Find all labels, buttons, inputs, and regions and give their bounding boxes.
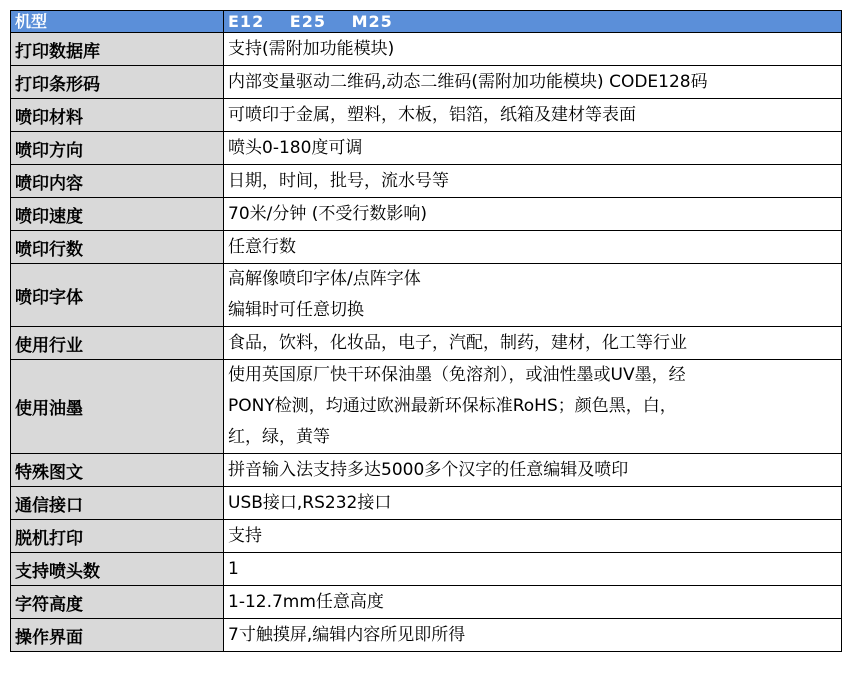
spec-value-line: 1 [228,558,239,579]
table-row [11,487,842,520]
table-row [11,231,842,264]
spec-label: 打印数据库 [11,33,224,66]
spec-value [224,66,842,99]
model-name: M25 [351,11,393,31]
spec-label: 字符高度 [11,586,224,619]
spec-value-line: 1-12.7mm任意高度 [228,591,384,612]
table-row [11,553,842,586]
table-row [11,198,842,231]
table-row [11,264,842,327]
spec-value-line: 任意行数 [228,236,296,257]
spec-value [224,264,842,327]
spec-value [224,231,842,264]
table-row [11,33,842,66]
table-row [11,520,842,553]
spec-value-line: USB接口,RS232接口 [228,492,392,513]
spec-value [224,487,842,520]
spec-label: 喷印材料 [11,99,224,132]
spec-value-line: 红，绿，黄等 [228,427,330,447]
table-row [11,586,842,619]
spec-value-line: 日期，时间，批号，流水号等 [228,170,449,191]
spec-value [224,586,842,619]
header-label: 机型 [11,11,224,33]
table-row [11,66,842,99]
spec-value-line: 内部变量驱动二维码,动态二维码(需附加功能模块) CODE128码 [228,71,708,92]
table-row [11,360,842,454]
spec-value-line: 拼音输入法支持多达5000多个汉字的任意编辑及喷印 [228,459,629,480]
model-name: E25 [289,11,326,31]
spec-value [224,454,842,487]
model-name: E12 [228,11,265,31]
table-row [11,619,842,652]
table-header-row [11,11,842,33]
spec-value [224,165,842,198]
table-row [11,165,842,198]
spec-label: 喷印内容 [11,165,224,198]
spec-label: 使用行业 [11,327,224,360]
spec-value [224,33,842,66]
spec-value-line: PONY检测，均通过欧洲最新环保标准RoHS；颜色黑，白， [228,396,677,416]
spec-value-line: 高解像喷印字体/点阵字体 [228,269,421,289]
spec-value-line: 7寸触摸屏,编辑内容所见即所得 [228,624,466,645]
header-models [224,11,842,33]
spec-label: 喷印方向 [11,132,224,165]
table-row [11,132,842,165]
spec-value-line: 70米/分钟 (不受行数影响) [228,203,428,224]
spec-label: 支持喷头数 [11,553,224,586]
spec-value [224,99,842,132]
spec-value-line: 支持 [228,525,262,546]
spec-value [224,553,842,586]
table-row [11,454,842,487]
spec-value [224,132,842,165]
spec-value-line: 支持(需附加功能模块) [228,38,395,59]
spec-value [224,360,842,454]
spec-value-line: 食品，饮料，化妆品，电子，汽配，制药，建材，化工等行业 [228,332,687,353]
spec-label: 特殊图文 [11,454,224,487]
spec-value [224,327,842,360]
table-row [11,327,842,360]
spec-label: 喷印行数 [11,231,224,264]
spec-label: 喷印速度 [11,198,224,231]
spec-label: 打印条形码 [11,66,224,99]
spec-table [10,10,842,652]
spec-label: 脱机打印 [11,520,224,553]
spec-value-line: 可喷印于金属，塑料，木板，铝箔，纸箱及建材等表面 [228,104,636,125]
spec-table-container [10,10,841,652]
spec-label: 喷印字体 [11,264,224,327]
spec-value [224,520,842,553]
spec-label: 操作界面 [11,619,224,652]
spec-value [224,198,842,231]
spec-value [224,619,842,652]
spec-label: 使用油墨 [11,360,224,454]
spec-value-line: 喷头0-180度可调 [228,137,363,158]
spec-value-line: 使用英国原厂快干环保油墨（免溶剂），或油性墨或UV墨，经 [228,365,686,385]
table-row [11,99,842,132]
spec-value-line: 编辑时可任意切换 [228,300,364,320]
spec-table-body [11,11,842,652]
spec-label: 通信接口 [11,487,224,520]
